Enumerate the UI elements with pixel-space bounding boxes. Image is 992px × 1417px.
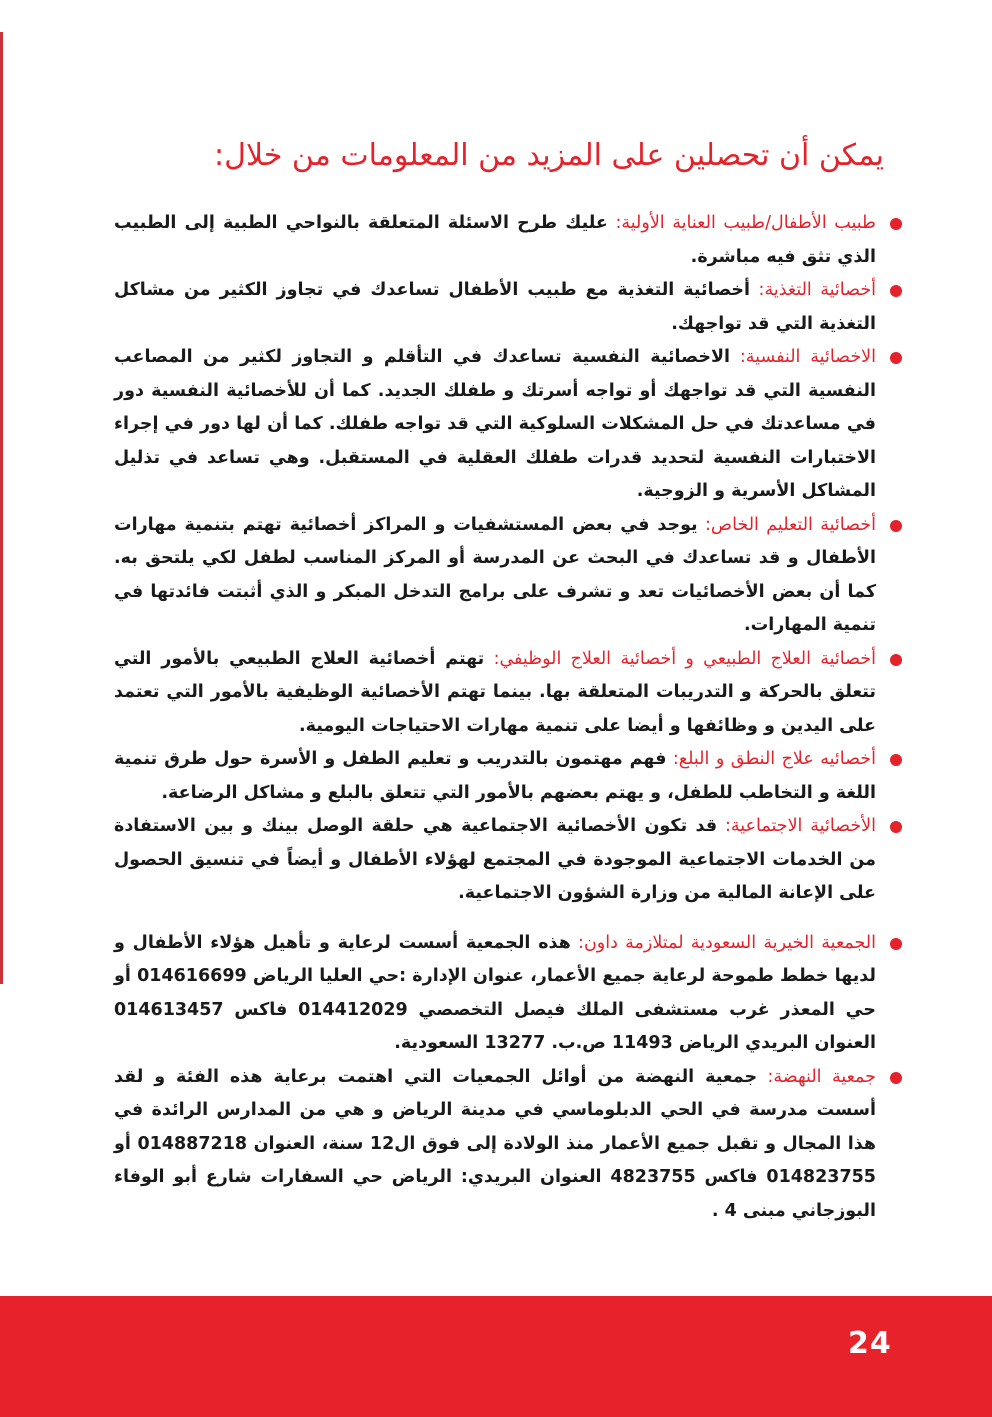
item-label: أخصائيه علاج النطق و البلع: — [672, 749, 876, 769]
bullet-icon — [890, 218, 902, 230]
bullet-icon — [890, 938, 902, 950]
page-number: 24 — [848, 1326, 892, 1361]
item-text: فهم مهتمون بالتدريب و تعليم الطفل و الأسرة حول طرق تنمية اللغة و التخاطب للطفل، و يهتم بعضهم بالأمور التي تتعلق بالبلع و مشاكل الرضاعة. — [114, 749, 876, 803]
item-text: الاخصائية النفسية تساعدك في التأقلم و التجاوز لكثير من المصاعب النفسية التي قد تواجهك أو تواجه أسرتك و طفلك الجديد. كما أن للأخصائية النفسية دور في مساعدتك في حل المشكلات السلوكية التي قد تواجه طفلك. كما أن لها دور في إجراء الاختبارات النفسية لتحديد قدرات طفلك العقلية في المستقبل. وهي تساعد في تذليل المشاكل الأسرية و الزوجية. — [114, 347, 876, 501]
item-label: الأخصائية الاجتماعية: — [725, 816, 876, 836]
list-item-social-worker — [114, 810, 904, 911]
item-text: جمعية النهضة من أوائل الجمعيات التي اهتمت برعاية هذه الفئة و لقد أسست مدرسة في الحي الدبلوماسي في مدينة الرياض و هي من المدارس الرائدة في هذا المجال و تقبل جميع الأعمار منذ الولادة إلى فوق ال12 سنة، العنوان 014887218 أو 014823755 فاكس 4823755 العنوان البريدي: الرياض حي السفارات شارع أبو الوفاء البوزجاني مبنى 4 . — [114, 1066, 877, 1221]
item-text: قد تكون الأخصائية الاجتماعية هي حلقة الوصل بينك و بين الاستفادة من الخدمات الاجتماعية الموجودة في المجتمع لهؤلاء الأطفال و أيضاً في تنسيق الحصول على الإعانة المالية من وزارة الشؤون الاجتماعية. — [114, 816, 876, 903]
list-item-physical-occupational-therapy — [114, 643, 904, 744]
bullet-icon — [890, 520, 902, 532]
item-text: هذه الجمعية أسست لرعاية و تأهيل هؤلاء الأطفال و لديها خطط طموحة لرعاية جميع الأعمار، عنوان الإدارة :حي العليا الرياض 014616699 أو حي المعذر غرب مستشفى الملك فيصل التخصصي 014412029 فاكس 014613457 العنوان البريدي الرياض 11493 ص.ب. 13277 السعودية. — [114, 932, 876, 1053]
item-text: يوجد في بعض المستشفيات و المراكز أخصائية تهتم بتنمية مهارات الأطفال و قد تساعدك في البحث عن المدرسة أو المركز المناسب لطفل لكي يلتحق به. كما أن بعض الأخصائيات تعد و تشرف على برامج التدخل المبكر و الذي أثبتت فائدتها في تنمية المهارات. — [114, 514, 876, 635]
item-label: جمعية النهضة: — [767, 1066, 876, 1087]
resources-list — [114, 207, 904, 1228]
list-item-psychologist — [114, 341, 904, 509]
list-item-pediatrician — [114, 207, 904, 274]
item-label: الاخصائية النفسية: — [739, 347, 876, 367]
item-label: طبيب الأطفال/طبيب العناية الأولية: — [615, 213, 876, 233]
list-item-down-syndrome-society — [114, 927, 904, 1061]
item-label: أخصائية التعليم الخاص: — [705, 514, 876, 535]
list-item-speech-therapy — [114, 743, 904, 810]
bullet-icon — [890, 1072, 902, 1084]
list-item-special-education — [114, 509, 904, 643]
bullet-icon — [890, 654, 902, 666]
bullet-icon — [890, 352, 902, 364]
item-text: عليك طرح الاسئلة المتعلقة بالنواحي الطبية إلى الطبيب الذي تثق فيه مباشرة. — [114, 213, 876, 267]
list-item-nutritionist — [114, 274, 904, 341]
list-item-alnahda-society — [114, 1061, 904, 1229]
item-text: تهتم أخصائية العلاج الطبيعي بالأمور التي تتعلق بالحركة و التدريبات المتعلقة بها. بينما تهتم الأخصائية الوظيفية بالأمور التي تعتمد على اليدين و وظائفها و أيضا على تنمية مهارات الاحتياجات اليومية. — [114, 648, 876, 736]
item-label: أخصائية التغذية: — [758, 280, 876, 300]
bullet-icon — [890, 821, 902, 833]
item-label: أخصائية العلاج الطبيعي و أخصائية العلاج الوظيفي: — [493, 648, 876, 669]
page-title: يمكن أن تحصلين على المزيد من المعلومات من خلال: — [214, 138, 884, 173]
bullet-icon — [890, 754, 902, 766]
bullet-icon — [890, 285, 902, 297]
left-edge-accent — [0, 32, 3, 984]
footer-band — [0, 1296, 992, 1417]
item-text: أخصائية التغذية مع طبيب الأطفال تساعدك في تجاوز الكثير من مشاكل التغذية التي قد تواجهك. — [114, 280, 876, 334]
item-label: الجمعية الخيرية السعودية لمتلازمة داون: — [578, 932, 876, 953]
